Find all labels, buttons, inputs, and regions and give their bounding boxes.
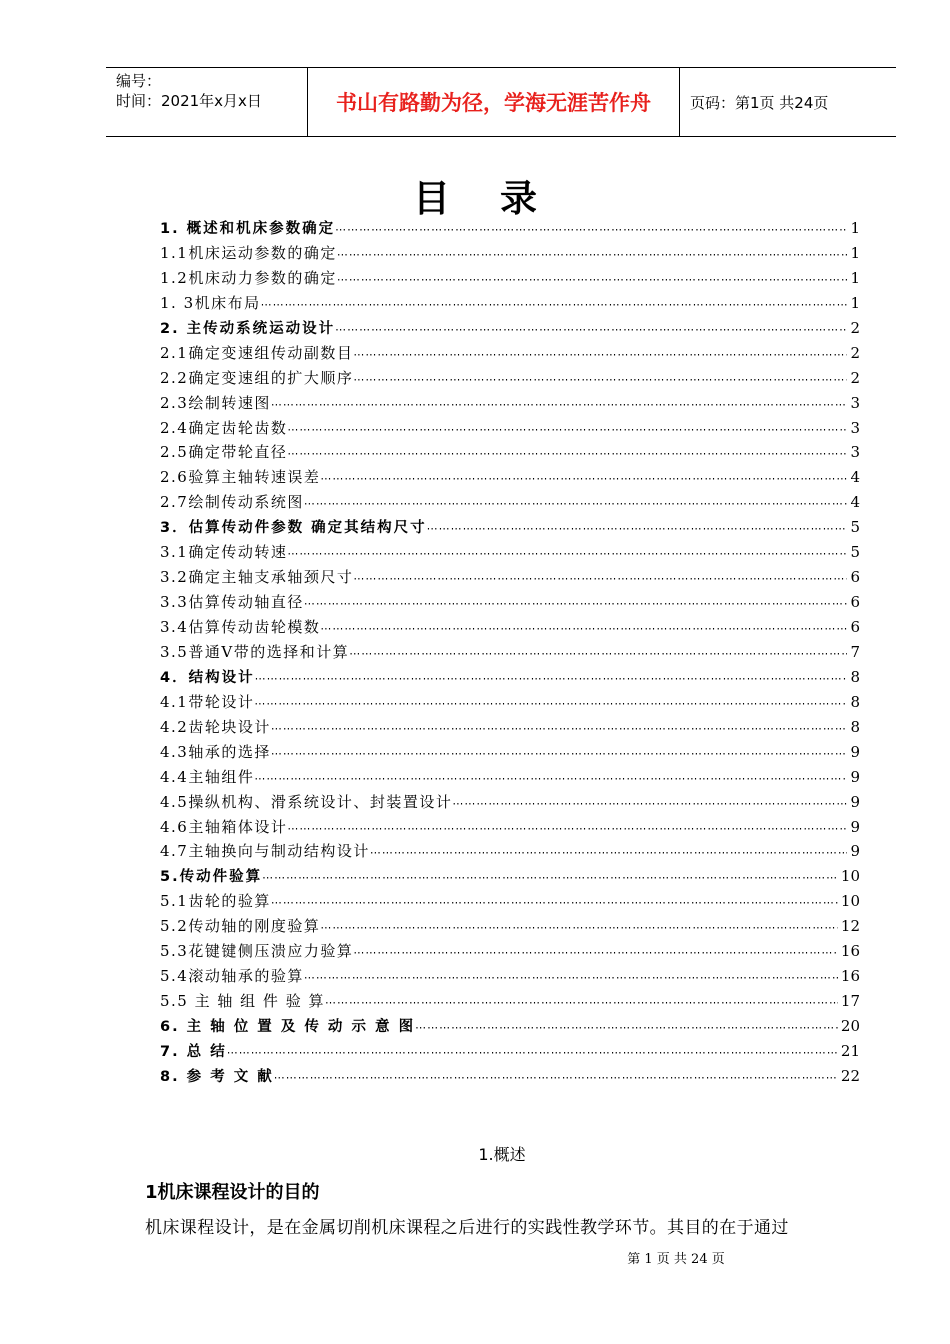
toc-entry-label: 1. 3机床布局: [160, 293, 261, 312]
toc-entry-page: 3: [850, 418, 860, 437]
toc-leader-dots: [254, 697, 847, 710]
toc-entry[interactable]: [160, 840, 860, 865]
toc-entry-page: 6: [850, 568, 860, 587]
toc-entry-label: 2.1确定变速组传动副数目: [160, 343, 354, 362]
toc-entry[interactable]: [160, 940, 860, 965]
toc-leader-dots: [427, 522, 848, 535]
subsection-title: 1机床课程设计的目的: [145, 1182, 320, 1203]
toc-leader-dots: [335, 223, 847, 236]
toc-entry-page: 2: [850, 318, 860, 337]
toc-entry[interactable]: [160, 1040, 860, 1065]
toc-entry-label: 5.4滚动轴承的验算: [160, 967, 304, 986]
toc-entry-page: 6: [850, 593, 860, 612]
toc-entry-label: 3.3估算传动轴直径: [160, 593, 304, 612]
toc-entry[interactable]: [160, 965, 860, 990]
toc-entry-label: 4.4主轴组件: [160, 767, 255, 786]
toc-entry-label: 8. 参 考 文 献: [160, 1068, 274, 1085]
toc-leader-dots: [325, 996, 838, 1009]
toc-entry-page: 4: [850, 493, 860, 512]
toc-entry-label: 5.1齿轮的验算: [160, 892, 271, 911]
toc-entry-page: 2: [850, 343, 860, 362]
toc-entry[interactable]: [160, 417, 860, 442]
header-meta-cell: [106, 68, 308, 136]
toc-leader-dots: [353, 348, 847, 361]
toc-entry[interactable]: [160, 317, 860, 342]
toc-entry-label: 2.4确定齿轮齿数: [160, 418, 288, 437]
toc-entry-page: 12: [840, 917, 860, 936]
toc-entry[interactable]: [160, 915, 860, 940]
toc-entry[interactable]: [160, 1065, 860, 1090]
toc-leader-dots: [304, 971, 838, 984]
toc-entry[interactable]: [160, 641, 860, 666]
toc-entry[interactable]: [160, 392, 860, 417]
time-label: 时间：2021年x月x日: [116, 92, 262, 110]
page-info-cell: 页码：第1页 共24页: [690, 93, 829, 112]
toc-entry[interactable]: [160, 466, 860, 491]
toc-entry[interactable]: [160, 367, 860, 392]
toc-leader-dots: [255, 672, 848, 685]
toc-leader-dots: [353, 572, 847, 585]
toc-entry-label: 3．估算传动件参数 确定其结构尺寸: [160, 520, 427, 537]
toc-entry-label: 3.2确定主轴支承轴颈尺寸: [160, 568, 354, 587]
toc-entry-label: 4.1带轮设计: [160, 692, 255, 711]
toc-entry-page: 10: [840, 867, 860, 886]
toc-entry[interactable]: [160, 516, 860, 541]
toc-leader-dots: [254, 772, 847, 785]
toc-entry-page: 1: [850, 268, 860, 287]
toc-entry-page: 5: [850, 543, 860, 562]
toc-entry-label: 4.2齿轮块设计: [160, 717, 271, 736]
toc-entry-label: 2.6验算主轴转速误差: [160, 468, 321, 487]
toc-leader-dots: [304, 497, 848, 510]
toc-entry-label: 5.传动件验算: [160, 869, 263, 886]
toc-entry-label: 3.1确定传动转速: [160, 543, 288, 562]
toc-entry[interactable]: [160, 267, 860, 292]
toc-entry[interactable]: [160, 666, 860, 691]
toc-leader-dots: [337, 248, 848, 261]
toc-leader-dots: [261, 298, 848, 311]
toc-entry[interactable]: [160, 491, 860, 516]
toc-entry-label: 2.5确定带轮直径: [160, 443, 288, 462]
toc-entry-label: 4.3轴承的选择: [160, 742, 271, 761]
toc-entry[interactable]: [160, 691, 860, 716]
toc-entry-page: 4: [850, 468, 860, 487]
toc-leader-dots: [353, 373, 847, 386]
toc-entry-label: 3.4估算传动齿轮模数: [160, 618, 321, 636]
toc-leader-dots: [304, 597, 848, 610]
toc-entry[interactable]: [160, 816, 860, 841]
toc-leader-dots: [274, 1071, 838, 1084]
toc-entry[interactable]: [160, 217, 860, 242]
toc-entry[interactable]: [160, 990, 860, 1015]
toc-entry-page: 9: [850, 792, 860, 811]
toc-leader-dots: [271, 722, 848, 735]
toc-entry-label: 5.2传动轴的刚度验算: [160, 917, 321, 936]
toc-leader-dots: [271, 747, 848, 760]
toc-entry-label: 2. 主传动系统运动设计: [160, 320, 336, 337]
toc-entry-label: 2.7绘制传动系统图: [160, 493, 304, 512]
toc-entry-label: 4.7主轴换向与制动结构设计: [160, 842, 370, 861]
toc-entry-page: 21: [840, 1041, 860, 1060]
toc-entry[interactable]: [160, 716, 860, 741]
toc-leader-dots: [262, 871, 838, 884]
toc-entry-label: 4.6主轴箱体设计: [160, 817, 288, 836]
toc-entry-page: 9: [850, 817, 860, 836]
toc-entry-page: 5: [850, 518, 860, 537]
toc-leader-dots: [287, 447, 847, 460]
toc-entry-page: 16: [840, 967, 860, 986]
toc-entry[interactable]: [160, 292, 860, 317]
toc-leader-dots: [353, 946, 838, 959]
toc-entry[interactable]: [160, 541, 860, 566]
toc-entry-label: 1.2机床动力参数的确定: [160, 268, 337, 287]
toc-entry-page: 20: [840, 1017, 860, 1035]
toc-leader-dots: [287, 822, 847, 835]
toc-entry[interactable]: [160, 591, 860, 616]
header-table: [106, 67, 896, 137]
page-footer: 第 1 页 共 24 页: [627, 1252, 725, 1267]
toc-entry-page: 9: [850, 742, 860, 761]
number-label: 编号：: [116, 72, 162, 90]
toc-entry-page: 6: [850, 618, 860, 636]
toc-leader-dots: [337, 273, 848, 286]
body-paragraph: 机床课程设计，是在金属切削机床课程之后进行的实践性教学环节。其目的在于通过: [145, 1218, 789, 1238]
toc-entry[interactable]: [160, 741, 860, 766]
toc-entry-page: 17: [840, 992, 860, 1011]
motto-cell: 书山有路勤为径，学海无涯苦作舟: [308, 68, 680, 136]
toc-entry-label: 5.3花键键侧压溃应力验算: [160, 942, 354, 961]
toc-entry[interactable]: [160, 791, 860, 816]
toc-entry-label: 4.5操纵机构、滑系统设计、封装置设计: [160, 792, 453, 811]
toc-leader-dots: [415, 1021, 838, 1034]
toc-entry-label: 5.5 主 轴 组 件 验 算: [160, 992, 325, 1011]
toc-entry[interactable]: [160, 242, 860, 267]
toc-entry-page: 3: [850, 443, 860, 462]
toc-entry-label: 6. 主 轴 位 置 及 传 动 示 意 图: [160, 1019, 416, 1035]
toc-entry-page: 8: [850, 667, 860, 686]
toc-leader-dots: [452, 797, 847, 810]
toc-entry-page: 3: [850, 393, 860, 412]
toc-entry-page: 2: [850, 368, 860, 387]
toc-leader-dots: [320, 921, 838, 934]
toc-leader-dots: [271, 896, 838, 909]
toc-entry-label: 2.2确定变速组的扩大顺序: [160, 368, 354, 387]
toc-entry-page: 10: [840, 892, 860, 911]
toc-entry-label: 2.3绘制转速图: [160, 393, 271, 412]
toc-entry-label: 4．结构设计: [160, 669, 255, 686]
toc-entry[interactable]: [160, 441, 860, 466]
toc-entry-page: 1: [850, 219, 860, 237]
toc-entry-page: 22: [840, 1066, 860, 1085]
toc-leader-dots: [320, 622, 847, 635]
toc-entry[interactable]: [160, 766, 860, 791]
toc-entry-page: 9: [850, 842, 860, 861]
toc-entry-page: 9: [850, 767, 860, 786]
toc-entry-label: 7. 总 结: [160, 1043, 227, 1060]
toc-entry-page: 1: [850, 293, 860, 312]
toc-entry-page: 1: [850, 243, 860, 262]
toc-entry[interactable]: [160, 342, 860, 367]
toc-entry-page: 8: [850, 717, 860, 736]
table-of-contents: [160, 217, 860, 1090]
toc-leader-dots: [370, 846, 848, 859]
toc-leader-dots: [287, 423, 847, 436]
toc-entry-label: 1. 概述和机床参数确定: [160, 221, 336, 237]
section-title: 1.概述: [478, 1145, 526, 1164]
toc-entry-label: 1.1机床运动参数的确定: [160, 243, 337, 262]
toc-entry-label: 3.5普通V带的选择和计算: [160, 642, 350, 661]
toc-entry[interactable]: [160, 566, 860, 591]
toc-leader-dots: [320, 472, 847, 485]
toc-entry[interactable]: [160, 1015, 860, 1040]
toc-entry-page: 16: [840, 942, 860, 961]
toc-leader-dots: [271, 398, 848, 411]
toc-entry-page: 7: [850, 642, 860, 661]
toc-entry[interactable]: [160, 865, 860, 890]
toc-leader-dots: [287, 547, 847, 560]
toc-entry[interactable]: [160, 890, 860, 915]
toc-leader-dots: [349, 647, 847, 660]
toc-title: 目录: [413, 177, 587, 220]
toc-entry[interactable]: [160, 616, 860, 641]
toc-leader-dots: [335, 323, 847, 336]
toc-leader-dots: [227, 1046, 838, 1059]
toc-entry-page: 8: [850, 692, 860, 711]
